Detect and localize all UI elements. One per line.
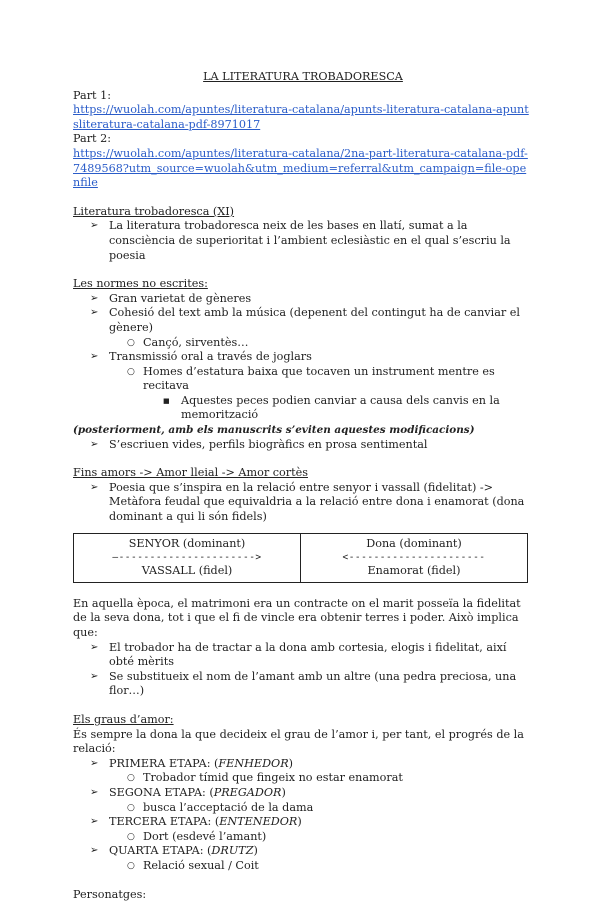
stage-desc: ○ busca l’acceptació de la dama xyxy=(73,801,533,816)
stage-close: ) xyxy=(253,844,257,857)
sub-list xyxy=(73,801,533,816)
stage-close: ) xyxy=(289,757,293,770)
section-list xyxy=(73,438,533,453)
stage-label: QUARTA ETAPA: ( xyxy=(109,844,211,857)
section-list xyxy=(73,350,533,365)
section-heading-normes: Les normes no escrites: xyxy=(73,277,533,292)
list-item: ➢ S’escriuen vides, perfils biogràfics en prosa sentimental xyxy=(73,438,533,453)
stage-list xyxy=(73,844,533,859)
list-item: ➢ Transmissió oral a través de joglars xyxy=(73,350,533,365)
sub-sub-list xyxy=(73,394,533,423)
stage-name: ENTENEDOR xyxy=(219,815,297,828)
stage-close: ) xyxy=(281,786,285,799)
stage-item xyxy=(73,757,533,772)
part2-label: Part 2: xyxy=(73,132,533,147)
enamorat-label: Enamorat (fidel) xyxy=(305,564,523,579)
senyor-label: SENYOR (dominant) xyxy=(78,537,296,552)
stage-name: PREGADOR xyxy=(214,786,282,799)
list-item: ➢ El trobador ha de tractar a la dona amb cortesia, elogis i fidelitat, així obté mèrits xyxy=(73,641,533,670)
list-item: ➢ Poesia que s’inspira en la relació entre senyor i vassall (fidelitat) -> Metàfora feudal que equivaldria a la relació entre dona i enamorat (dona dominant a qui li són fidels) xyxy=(73,481,533,525)
part1-link[interactable]: https://wuolah.com/apuntes/literatura-catalana/apunts-literatura-catalana-apuntsliteratura-catalana-pdf-8971017 xyxy=(73,103,529,131)
stage-label: SEGONA ETAPA: ( xyxy=(109,786,214,799)
part2-link[interactable]: https://wuolah.com/apuntes/literatura-catalana/2na-part-literatura-catalana-pdf-7489568?utm_source=wuolah&utm_medium=referral&utm_campaign=file-openfile xyxy=(73,147,528,189)
stage-close: ) xyxy=(297,815,301,828)
sub-sub-list-item: ■ Aquestes peces podien canviar a causa dels canvis en la memorització xyxy=(73,394,533,423)
left-arrow: <---------------------- xyxy=(305,551,523,564)
list-item xyxy=(73,306,533,335)
stage-list xyxy=(73,815,533,830)
list-item-text: Cohesió del text amb la música (depenent del contingut ha de canviar el gènere) xyxy=(109,306,520,334)
stage-list xyxy=(73,786,533,801)
section-list xyxy=(73,292,533,336)
stage-list xyxy=(73,757,533,772)
stage-name: DRUTZ xyxy=(211,844,253,857)
sub-list xyxy=(73,830,533,845)
stage-item xyxy=(73,786,533,801)
stage-desc: ○ Trobador tímid que fingeix no estar enamorat xyxy=(73,771,533,786)
table-cell-left xyxy=(74,533,301,582)
section-list xyxy=(73,481,533,525)
stage-label: TERCERA ETAPA: ( xyxy=(109,815,219,828)
stage-item xyxy=(73,844,533,859)
stage-item xyxy=(73,815,533,830)
stage-desc: ○ Dort (esdevé l’amant) xyxy=(73,830,533,845)
section-heading-amors: Fins amors -> Amor lleial -> Amor cortès xyxy=(73,466,533,481)
right-arrow: —----------------------> xyxy=(78,551,296,564)
dona-label: Dona (dominant) xyxy=(305,537,523,552)
sub-list-item: ○ Homes d’estatura baixa que tocaven un instrument mentre es recitava xyxy=(73,365,533,394)
paragraph: En aquella època, el matrimoni era un contracte on el marit posseïa la fidelitat de la seva dona, tot i que el fi de vincle era obtenir terres i poder. Això implica que: xyxy=(73,597,533,641)
section-heading-literatura: Literatura trobadoresca (XI) xyxy=(73,205,533,220)
list-item: ➢ La literatura trobadoresca neix de les bases en llatí, sumat a la consciència de superioritat i l’ambient eclesiàstic en el qual s’escriu la poesia xyxy=(73,219,533,263)
section-list xyxy=(73,641,533,699)
sub-list-item: ○ Cançó, sirventès… xyxy=(73,336,533,351)
graus-intro: És sempre la dona la que decideix el grau de l’amor i, per tant, el progrés de la relació: xyxy=(73,728,533,757)
part1-label: Part 1: xyxy=(73,89,533,104)
sub-list xyxy=(73,365,533,394)
stage-desc: ○ Relació sexual / Coit xyxy=(73,859,533,874)
sub-list xyxy=(73,859,533,874)
list-item: ➢ Se substitueix el nom de l’amant amb un altre (una pedra preciosa, una flor…) xyxy=(73,670,533,699)
page-title: LA LITERATURA TROBADORESCA xyxy=(73,70,533,85)
personatges-label: Personatges: xyxy=(73,888,533,902)
italic-note: (posteriorment, amb els manuscrits s’eviten aquestes modificacions) xyxy=(73,423,533,438)
relationship-table xyxy=(73,533,528,583)
list-item: ➢ Gran varietat de gèneres xyxy=(73,292,533,307)
stage-name: FENHEDOR xyxy=(218,757,288,770)
section-heading-graus: Els graus d’amor: xyxy=(73,713,533,728)
sub-list xyxy=(73,771,533,786)
vassall-label: VASSALL (fidel) xyxy=(78,564,296,579)
section-list xyxy=(73,219,533,263)
stage-label: PRIMERA ETAPA: ( xyxy=(109,757,218,770)
document-page xyxy=(73,70,533,902)
sub-list xyxy=(73,336,533,351)
table-cell-right xyxy=(301,533,528,582)
